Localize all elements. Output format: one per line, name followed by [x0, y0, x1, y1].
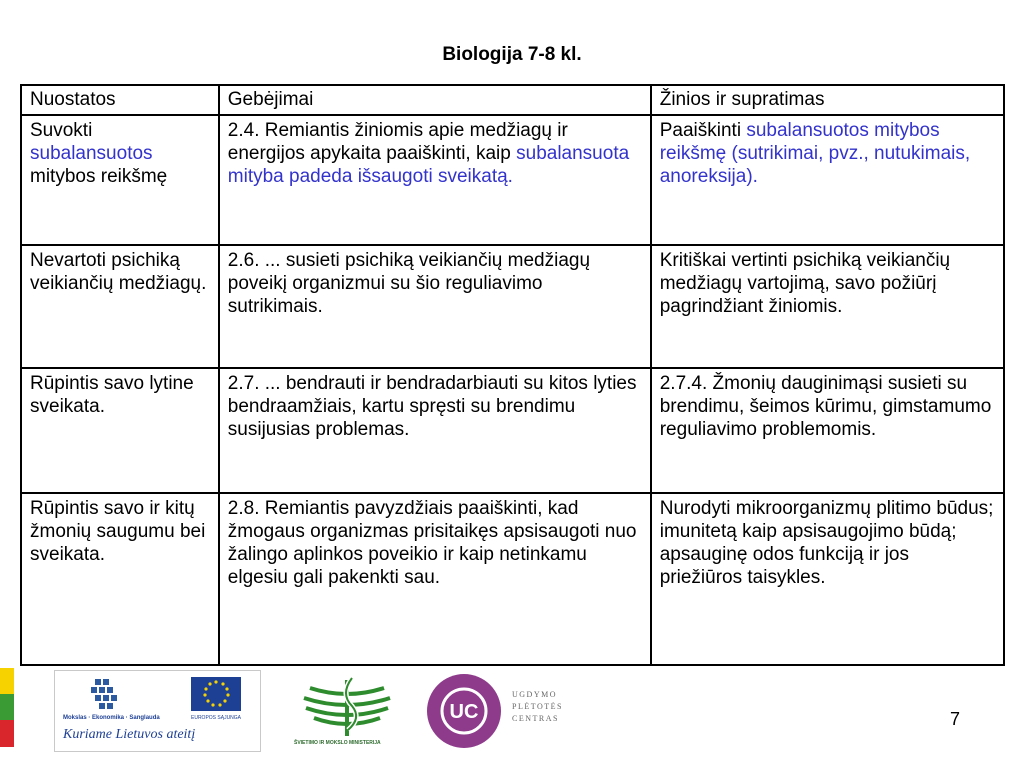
table-cell: [651, 368, 1004, 493]
cell-text: Paaiškinti: [659, 120, 747, 141]
cell-text: 2.7. ... bendrauti ir bendradarbiauti su kitos lyties bendraamžiais, kartu spręsti su brendimu susijusias problemas.: [227, 373, 637, 440]
highlighted-text: subalansuota mityba padeda išsaugoti sveikatą.: [227, 143, 630, 187]
esf-logo-caption: Mokslas · Ekonomika · Sanglauda: [63, 715, 160, 721]
upc-logo: [424, 671, 594, 751]
table-cell: [219, 115, 651, 245]
ministry-logo-graphic: [292, 670, 402, 740]
flag-stripe-red: [0, 720, 14, 747]
cell-text: Rūpintis savo lytine sveikata.: [30, 373, 194, 417]
esf-logo: [54, 670, 261, 752]
table-cell: [21, 368, 219, 493]
cell-text: 2.6. ... susieti psichiką veikiančių medžiagų poveikį organizmui su šio reguliavimo sutrikimais.: [227, 250, 591, 317]
table-cell: [651, 245, 1004, 368]
table-cell: [21, 115, 219, 245]
header-cell: Nuostatos: [21, 85, 219, 115]
table-cell: [219, 368, 651, 493]
upc-caption-line: CENTRAS: [512, 714, 559, 723]
cell-text: Rūpintis savo ir kitų žmonių saugumu bei sveikata.: [30, 498, 206, 565]
cell-text: 2.7.4. Žmonių dauginimąsi susieti su brendimu, šeimos kūrimu, gimstamumo reguliavimo problemomis.: [659, 373, 992, 440]
upc-caption-line: PLĖTOTĖS: [512, 702, 563, 711]
flag-stripe-green: [0, 694, 14, 720]
table-cell: [219, 493, 651, 665]
table-header-row: [21, 85, 1004, 115]
ministry-caption: ŠVIETIMO IR MOKSLO MINISTERIJA: [294, 740, 381, 746]
ministry-logo: [292, 670, 402, 748]
cell-text: Nurodyti mikroorganizmų plitimo būdus; imunitetą kaip apsisaugojimo būdą; apsauginę odos funkciją ir jos priežiūros taisykles.: [659, 498, 994, 588]
page-title: Biologija 7-8 kl.: [442, 44, 582, 65]
upc-logo-graphic: [424, 671, 504, 751]
table-cell: [21, 245, 219, 368]
cell-text: Suvokti: [30, 120, 93, 141]
table-row: [21, 368, 1004, 493]
page-number: 7: [949, 709, 960, 729]
upc-caption: [512, 689, 563, 725]
table-row: [21, 493, 1004, 665]
table-cell: [651, 115, 1004, 245]
curriculum-table: [20, 84, 1005, 666]
table-cell: [21, 493, 219, 665]
cell-text: Kritiškai vertinti psichiką veikiančių medžiagų vartojimą, savo požiūrį pagrindžiant žiniomis.: [659, 250, 951, 317]
cell-text: 2.8. Remiantis pavyzdžiais paaiškinti, kad žmogaus organizmas prisitaikęs apsisaugoti nuo žalingo aplinkos poveikio ir kaip netinkamu elgesiu gali pakenkti sau.: [227, 498, 637, 588]
table-row: [21, 115, 1004, 245]
eu-caption: EUROPOS SĄJUNGA: [191, 715, 242, 721]
upc-caption-line: UGDYMO: [512, 690, 557, 699]
table-cell: [651, 493, 1004, 665]
table-cell: [219, 245, 651, 368]
esf-slogan: Kuriame Lietuvos ateitį: [63, 727, 196, 742]
svg-text:UC: UC: [449, 701, 479, 723]
highlighted-text: subalansuotos mitybos reikšmę (sutrikimai, pvz., nutukimais, anoreksija).: [659, 120, 971, 187]
cell-text: mitybos reikšmę: [30, 166, 168, 187]
cell-text: Nevartoti psichiką veikiančių medžiagų.: [30, 250, 207, 294]
cell-text: 2.4. Remiantis žiniomis apie medžiagų ir energijos apykaita paaiškinti, kaip: [227, 120, 568, 164]
highlighted-text: subalansuotos: [30, 143, 153, 164]
table-row: [21, 245, 1004, 368]
header-cell: Žinios ir supratimas: [651, 85, 1004, 115]
flag-stripe-yellow: [0, 668, 14, 694]
header-cell: Gebėjimai: [219, 85, 651, 115]
